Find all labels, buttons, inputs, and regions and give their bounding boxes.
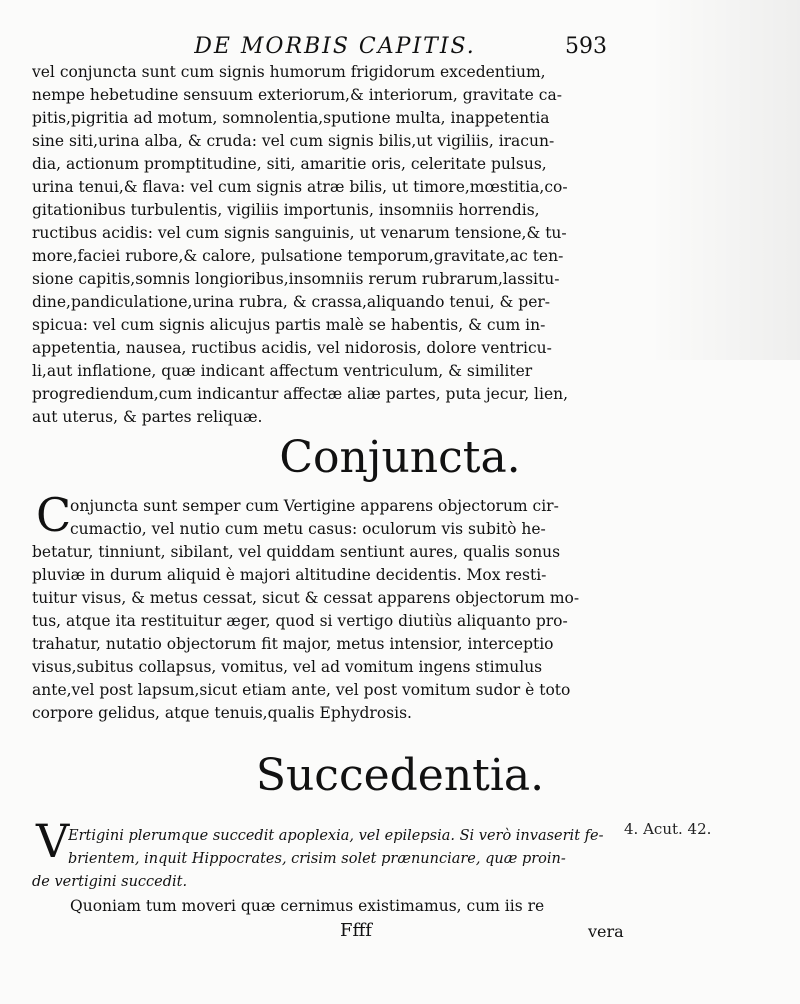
intro-line: ructibus acidis: vel cum signis sanguinis, ut venarum tensione,& tu-	[32, 224, 567, 242]
conjuncta-line: betatur, tinniunt, sibilant, vel quiddam sentiunt aures, qualis sonus	[32, 543, 561, 561]
margin-note: 4. Acut. 42.	[624, 820, 712, 838]
page-number: 593	[565, 34, 607, 59]
drop-cap-v: V	[36, 814, 70, 868]
intro-line: vel conjuncta sunt cum signis humorum frigidorum excedentium,	[32, 63, 546, 81]
succedentia-line: Ertigini plerumque succedit apoplexia, vel epilepsia. Si verò invaserit fe-	[68, 828, 604, 844]
catchword: vera	[588, 922, 624, 941]
intro-line: spicua: vel cum signis alicujus partis malè se habentis, & cum in-	[32, 316, 546, 334]
intro-line: appetentia, nausea, ructibus acidis, vel nidorosis, dolore ventricu-	[32, 339, 552, 357]
intro-line: dia, actionum promptitudine, siti, amaritie oris, celeritate pulsus,	[32, 155, 547, 173]
conjuncta-line: ante,vel post lapsum,sicut etiam ante, vel post vomitum sudor è toto	[32, 681, 571, 699]
intro-line: nempe hebetudine sensuum exteriorum,& interiorum, gravitate ca-	[32, 86, 562, 104]
intro-line: li,aut inflatione, quæ indicant affectum ventriculum, & similiter	[32, 362, 533, 380]
signature-mark: Ffff	[340, 920, 372, 941]
conjuncta-line: visus,subitus collapsus, vomitus, vel ad vomitum ingens stimulus	[32, 658, 543, 676]
drop-cap-c: C	[36, 488, 72, 542]
conjuncta-line: cumactio, vel nutio cum metu casus: oculorum vis subitò he-	[70, 520, 546, 538]
conjuncta-line: tus, atque ita restituitur æger, quod si vertigo diutiùs aliquanto pro-	[32, 612, 568, 630]
intro-line: pitis,pigritia ad motum, somnolentia,sputione multa, inappetentia	[32, 109, 550, 127]
conjuncta-line: trahatur, nutatio objectorum fit major, metus intensior, interceptio	[32, 635, 554, 653]
running-head: DE MORBIS CAPITIS.	[194, 34, 476, 59]
succedentia-line: de vertigini succedit.	[32, 874, 188, 890]
intro-line: sine siti,urina alba, & cruda: vel cum signis bilis,ut vigiliis, iracun-	[32, 132, 555, 150]
page-bleed-shadow	[650, 0, 800, 360]
intro-line: more,faciei rubore,& calore, pulsatione temporum,gravitate,ac ten-	[32, 247, 564, 265]
conjuncta-line: corpore gelidus, atque tenuis,qualis Ephydrosis.	[32, 704, 412, 722]
intro-line: gitationibus turbulentis, vigiliis importunis, insomniis horrendis,	[32, 201, 540, 219]
intro-line: dine,pandiculatione,urina rubra, & crassa,aliquando tenui, & per-	[32, 293, 551, 311]
conjuncta-line: tuitur visus, & metus cessat, sicut & cessat apparens objectorum mo-	[32, 589, 580, 607]
succedentia-line: brientem, inquit Hippocrates, crisim solet prænunciare, quæ proin-	[68, 851, 566, 867]
intro-line: sione capitis,somnis longioribus,insomniis rerum rubrarum,lassitu-	[32, 270, 560, 288]
conjuncta-line: onjuncta sunt semper cum Vertigine apparens objectorum cir-	[70, 497, 559, 515]
intro-line: progrediendum,cum indicantur affectæ aliæ partes, puta jecur, lien,	[32, 385, 569, 403]
section-heading-conjuncta: Conjuncta.	[279, 432, 521, 483]
conjuncta-line: pluviæ in durum aliquid è majori altitudine decidentis. Mox resti-	[32, 566, 547, 584]
intro-line: aut uterus, & partes reliquæ.	[32, 408, 263, 426]
intro-line: urina tenui,& flava: vel cum signis atræ bilis, ut timore,mœstitia,co-	[32, 178, 568, 196]
section-heading-succedentia: Succedentia.	[255, 750, 545, 801]
succedentia-line: Quoniam tum moveri quæ cernimus existimamus, cum iis re	[70, 897, 545, 915]
